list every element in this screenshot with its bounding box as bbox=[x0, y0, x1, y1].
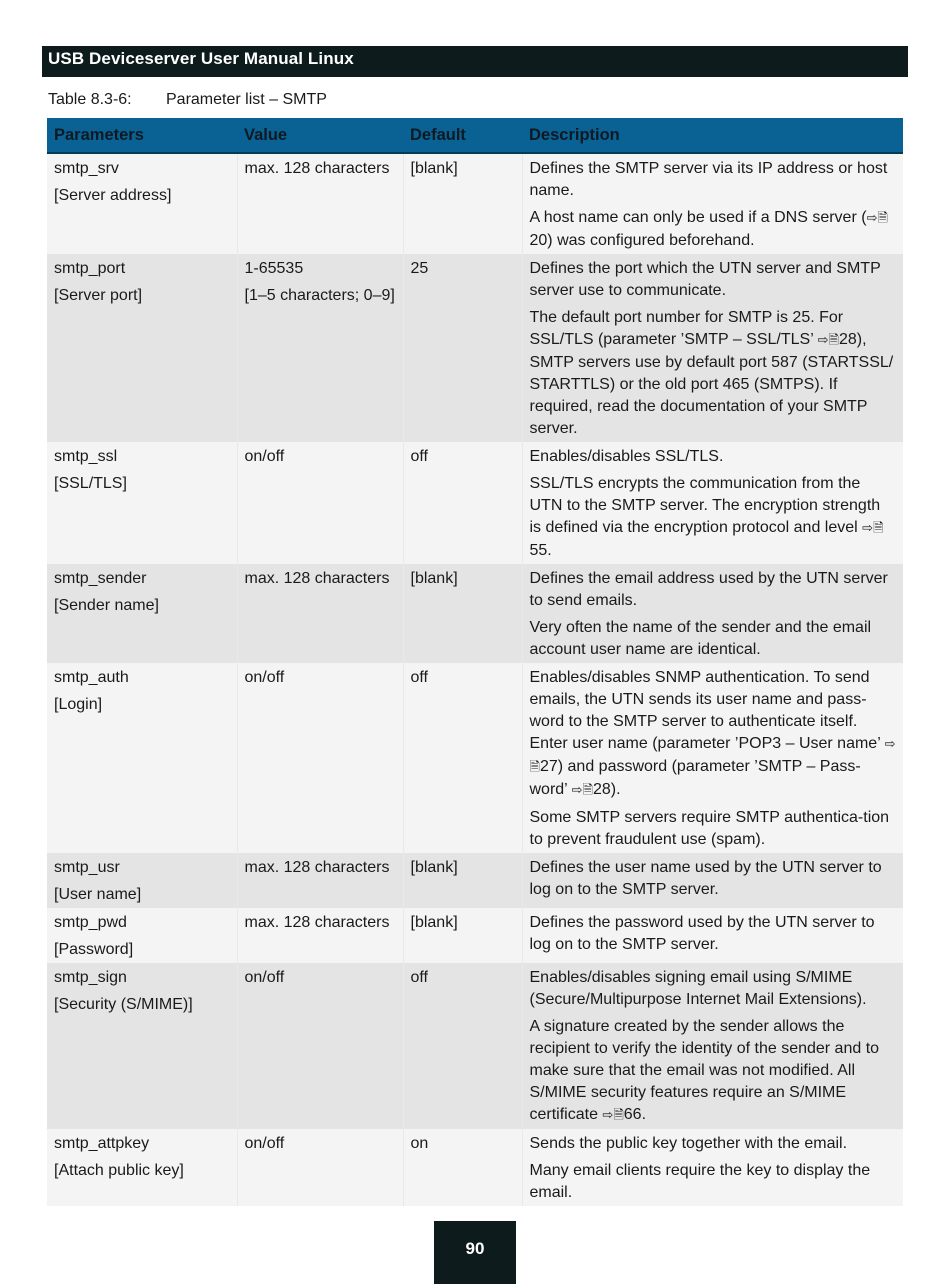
value-cell bbox=[237, 254, 403, 442]
table-row bbox=[47, 853, 903, 908]
value-cell bbox=[237, 853, 403, 908]
value-cell bbox=[237, 1129, 403, 1206]
value-cell bbox=[237, 564, 403, 663]
description-text: Sends the public key together with the email. bbox=[529, 1135, 848, 1152]
parameter-name: smtp_srv bbox=[54, 160, 119, 177]
description-paragraph bbox=[530, 1016, 897, 1127]
parameter-label: [Server port] bbox=[54, 287, 143, 304]
parameter-cell bbox=[47, 963, 237, 1129]
description-paragraph bbox=[530, 1160, 897, 1204]
value-text: on/off bbox=[244, 969, 285, 986]
parameter-cell bbox=[47, 442, 237, 564]
parameter-name: smtp_port bbox=[54, 260, 126, 277]
parameter-label: [User name] bbox=[54, 886, 142, 903]
default-value: off bbox=[410, 969, 428, 986]
default-cell bbox=[403, 663, 522, 853]
parameter-name: smtp_auth bbox=[54, 669, 129, 686]
description-cell bbox=[522, 908, 903, 963]
description-text: 28). bbox=[592, 781, 621, 798]
value-text: on/off bbox=[244, 1135, 285, 1152]
description-paragraph bbox=[530, 807, 897, 851]
value-text: 1-65535 bbox=[244, 260, 304, 277]
description-paragraph bbox=[530, 258, 897, 302]
description-text: Enables/disables SSL/TLS. bbox=[529, 448, 724, 465]
value-text: max. 128 characters bbox=[244, 160, 390, 177]
parameter-cell bbox=[47, 153, 237, 254]
default-cell bbox=[403, 254, 522, 442]
description-text: Very often the name of the sender and the email account user name are identical. bbox=[529, 619, 872, 658]
default-value: 25 bbox=[410, 260, 429, 277]
table-row bbox=[47, 153, 903, 254]
cross-reference-arrow-icon: ⇨ bbox=[866, 211, 878, 226]
parameter-cell bbox=[47, 663, 237, 853]
parameter-label: [Attach public key] bbox=[54, 1162, 184, 1179]
parameter-label: [Password] bbox=[54, 941, 134, 958]
description-text: 66. bbox=[623, 1106, 647, 1123]
cross-reference-arrow-icon: ⇨ bbox=[884, 737, 896, 752]
description-paragraph bbox=[530, 912, 897, 956]
description-paragraph bbox=[530, 446, 897, 468]
parameter-name: smtp_ssl bbox=[54, 448, 118, 465]
description-cell bbox=[522, 663, 903, 853]
parameter-name: smtp_attpkey bbox=[54, 1135, 150, 1152]
page-reference-icon: 🗎 bbox=[877, 211, 888, 226]
parameter-name: smtp_pwd bbox=[54, 914, 127, 931]
value-text: max. 128 characters bbox=[244, 859, 390, 876]
default-cell bbox=[403, 153, 522, 254]
table-row bbox=[47, 663, 903, 853]
parameter-name: smtp_sign bbox=[54, 969, 127, 986]
description-text: Many email clients require the key to display the email. bbox=[529, 1162, 871, 1201]
table-row bbox=[47, 1129, 903, 1206]
table-title: Parameter list – SMTP bbox=[166, 91, 327, 108]
description-text: SSL/TLS encrypts the communication from the UTN to the SMTP server. The encryption strength is defined via the encryption protocol and level bbox=[529, 475, 881, 536]
page-reference-icon: 🗎 bbox=[873, 521, 884, 536]
description-text: Enables/disables SNMP authentication. To send emails, the UTN sends its user name and pass-word to the SMTP server to authenticate itself. Enter user name (parameter ’POP3 – User name’ bbox=[529, 669, 885, 752]
description-text: Enables/disables signing email using S/MIME (Secure/Multipurpose Internet Mail Extensions). bbox=[529, 969, 867, 1008]
default-cell bbox=[403, 963, 522, 1129]
description-cell bbox=[522, 1129, 903, 1206]
parameter-cell bbox=[47, 1129, 237, 1206]
table-header-row bbox=[47, 118, 903, 153]
page-reference-icon: 🗎 bbox=[828, 333, 839, 348]
table-number: Table 8.3-6: bbox=[48, 91, 132, 108]
parameter-table bbox=[47, 118, 903, 1206]
parameter-cell bbox=[47, 908, 237, 963]
description-text: Defines the SMTP server via its IP address or host name. bbox=[529, 160, 888, 199]
parameter-label: [Security (S/MIME)] bbox=[54, 996, 193, 1013]
value-text: on/off bbox=[244, 448, 285, 465]
description-text: Defines the email address used by the UTN server to send emails. bbox=[529, 570, 888, 609]
parameter-name: smtp_usr bbox=[54, 859, 120, 876]
parameter-label: [Server address] bbox=[54, 187, 172, 204]
description-paragraph bbox=[530, 667, 897, 802]
description-cell bbox=[522, 853, 903, 908]
description-cell bbox=[522, 963, 903, 1129]
value-cell bbox=[237, 963, 403, 1129]
default-value: [blank] bbox=[410, 914, 458, 931]
parameter-name: smtp_sender bbox=[54, 570, 147, 587]
value-text: max. 128 characters bbox=[244, 570, 390, 587]
default-value: off bbox=[410, 669, 428, 686]
page-reference-icon: 🗎 bbox=[529, 760, 540, 775]
description-cell bbox=[522, 153, 903, 254]
table-row bbox=[47, 254, 903, 442]
value-text: on/off bbox=[244, 669, 285, 686]
default-value: [blank] bbox=[410, 570, 458, 587]
description-text: Some SMTP servers require SMTP authentica-tion to prevent fraudulent use (spam). bbox=[529, 809, 890, 848]
parameter-label: [Sender name] bbox=[54, 597, 159, 614]
document-header bbox=[42, 46, 908, 77]
column-header-default: Default bbox=[403, 118, 522, 153]
description-paragraph bbox=[530, 857, 897, 901]
default-value: on bbox=[410, 1135, 429, 1152]
value-cell bbox=[237, 153, 403, 254]
table-caption bbox=[48, 91, 327, 109]
cross-reference-arrow-icon: ⇨ bbox=[602, 1108, 614, 1123]
description-text: 28), SMTP servers use by default port 587 (STARTSSL/ STARTTLS) or the old port 465 (SMTPS). If required, read the documentation of your SMTP server. bbox=[529, 331, 894, 437]
description-cell bbox=[522, 254, 903, 442]
description-text: Defines the password used by the UTN server to log on to the SMTP server. bbox=[529, 914, 875, 953]
description-paragraph bbox=[530, 207, 897, 252]
description-cell bbox=[522, 442, 903, 564]
table-row bbox=[47, 908, 903, 963]
default-cell bbox=[403, 908, 522, 963]
table-body bbox=[47, 153, 903, 1206]
default-cell bbox=[403, 1129, 522, 1206]
description-text: Defines the port which the UTN server and SMTP server use to communicate. bbox=[529, 260, 881, 299]
value-cell bbox=[237, 442, 403, 564]
value-text: max. 128 characters bbox=[244, 914, 390, 931]
default-value: off bbox=[410, 448, 428, 465]
description-cell bbox=[522, 564, 903, 663]
default-cell bbox=[403, 564, 522, 663]
description-text: 20) was configured beforehand. bbox=[529, 232, 755, 249]
description-text: 55. bbox=[529, 542, 552, 559]
default-cell bbox=[403, 442, 522, 564]
description-text: A signature created by the sender allows the recipient to verify the identity of the sender and to make sure that the email was not modified. All S/MIME security features require an S/MIME certificate bbox=[529, 1018, 880, 1123]
page-number-box bbox=[434, 1221, 516, 1284]
table-row bbox=[47, 442, 903, 564]
description-paragraph bbox=[530, 158, 897, 202]
value-cell bbox=[237, 663, 403, 853]
description-text: Defines the user name used by the UTN server to log on to the SMTP server. bbox=[529, 859, 882, 898]
column-header-description: Description bbox=[522, 118, 903, 153]
cross-reference-arrow-icon: ⇨ bbox=[817, 333, 829, 348]
description-paragraph bbox=[530, 967, 897, 1011]
page-reference-icon: 🗎 bbox=[613, 1108, 624, 1123]
page-reference-icon: 🗎 bbox=[582, 783, 593, 798]
description-paragraph bbox=[530, 473, 897, 562]
table-row bbox=[47, 963, 903, 1129]
table-row bbox=[47, 564, 903, 663]
cross-reference-arrow-icon: ⇨ bbox=[862, 521, 874, 536]
description-paragraph bbox=[530, 568, 897, 612]
parameter-label: [Login] bbox=[54, 696, 103, 713]
description-text: The default port number for SMTP is 25. For SSL/TLS (parameter ’SMTP – SSL/TLS’ bbox=[529, 309, 844, 348]
document-title: USB Deviceserver User Manual Linux bbox=[48, 49, 354, 68]
column-header-value: Value bbox=[237, 118, 403, 153]
default-cell bbox=[403, 853, 522, 908]
value-cell bbox=[237, 908, 403, 963]
description-paragraph bbox=[530, 617, 897, 661]
default-value: [blank] bbox=[410, 160, 458, 177]
parameter-label: [SSL/TLS] bbox=[54, 475, 127, 492]
default-value: [blank] bbox=[410, 859, 458, 876]
cross-reference-arrow-icon: ⇨ bbox=[571, 783, 583, 798]
column-header-parameters: Parameters bbox=[47, 118, 237, 153]
parameter-cell bbox=[47, 254, 237, 442]
description-text: 27) and password (parameter ’SMTP – Pass-word’ bbox=[529, 758, 861, 798]
value-text: [1–5 characters; 0–9] bbox=[244, 287, 395, 304]
page-number: 90 bbox=[465, 1239, 485, 1258]
description-paragraph bbox=[530, 1133, 897, 1155]
parameter-cell bbox=[47, 853, 237, 908]
description-paragraph bbox=[530, 307, 897, 440]
parameter-cell bbox=[47, 564, 237, 663]
description-text: A host name can only be used if a DNS server ( bbox=[529, 209, 867, 226]
